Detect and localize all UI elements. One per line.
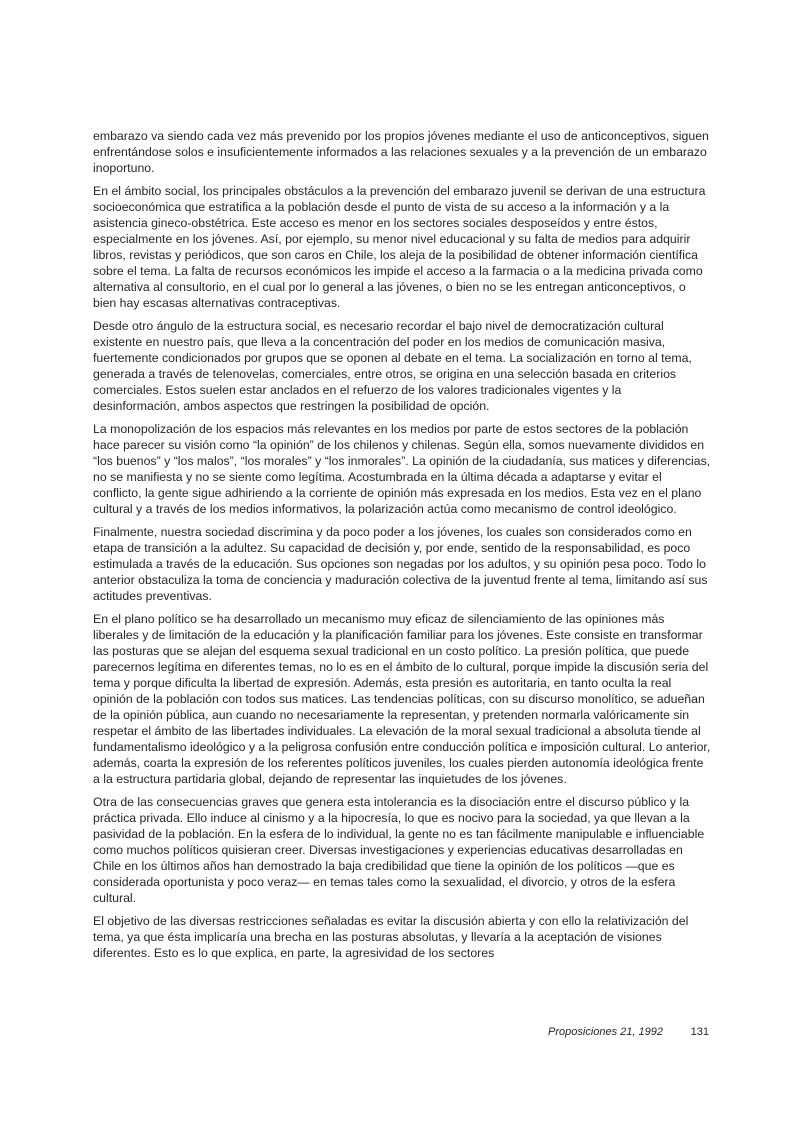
paragraph-2: En el ámbito social, los principales obstáculos a la prevención del embarazo juvenil se derivan de una estructura socioeconómica que estratifica a la población desde el punto de vista de su acceso a la información y a la asistencia gineco-obstétrica. Este acceso es menor en los sectores sociales desposeídos y entre éstos, especialmente en los jóvenes. Así, por ejemplo, su menor nivel educacional y su falta de medios para adquirir libros, revistas y periódicos, que son caros en Chile, los aleja de la posibilidad de obtener información científica sobre el tema. La falta de recursos económicos les impide el acceso a la farmacia o a la medicina privada como alternativa al consultorio, en el cual por lo general a las jóvenes, o bien no se les entregan anticonceptivos, o bien hay escasas alternativas contraceptivas. xyxy=(93,184,706,310)
page-number: 131 xyxy=(690,1026,709,1038)
paragraph-5: Finalmente, nuestra sociedad discrimina y da poco poder a los jóvenes, los cuales son considerados como en etapa de transición a la adultez. Su capacidad de decisión y, por ende, sentido de la responsabilidad, es poco estimulada a través de la educación. Sus opciones son negadas por los adultos, y su opinión pesa poco. Todo lo anterior obstaculiza la toma de conciencia y maduración colectiva de la juventud frente al tema, limitando así sus actitudes preventivas. xyxy=(93,525,708,603)
paragraph-7: Otra de las consecuencias graves que genera esta intolerancia es la disociación entre el discurso público y la práctica privada. Ello induce al cinismo y a la hipocresía, lo que es nocivo para la sociedad, ya que llevan a la pasividad de la población. En la esfera de lo individual, la gente no es tan fácilmente manipulable e influenciable como muchos políticos quisieran creer. Diversas investigaciones y experiencias educativas desarrolladas en Chile en los últimos años han demostrado la baja credibilidad que tiene la opinión de los políticos —que es considerada oportunista y poco veraz— en temas tales como la sexualidad, el divorcio, y otros de la esfera cultural. xyxy=(93,795,705,905)
paragraph-4: La monopolización de los espacios más relevantes en los medios por parte de estos sectores de la población hace parecer su visión como “la opinión” de los chilenos y chilenas. Según ella, somos nuevamente divididos en “los buenos” y “los malos”, “los morales” y “los inmorales”. La opinión de la ciudadanía, sus matices y diferencias, no se manifiesta y no se siente como legítima. Acostumbrada en la última década a adaptarse y evitar el conflicto, la gente sigue adhiriendo a la corriente de opinión más expresada en los medios. Esta vez en el plano cultural y a través de los medios informativos, la polarización actúa como mecanismo de control ideológico. xyxy=(93,422,711,516)
body-text xyxy=(93,128,711,968)
paragraph-6: En el plano político se ha desarrollado un mecanismo muy eficaz de silenciamiento de las opiniones más liberales y de limitación de la educación y la planificación familiar para los jóvenes. Este consiste en transformar las posturas que se alejan del esquema sexual tradicional en un costo político. La presión política, que puede parecernos legítima en diferentes temas, no lo es en el ámbito de lo cultural, porque impide la discusión seria del tema y porque dificulta la libertad de expresión. Además, esta presión es autoritaria, en tanto oculta la real opinión de la población con todos sus matices. Las tendencias políticas, con su discurso monolítico, se adueñan de la opinión pública, aun cuando no necesariamente la representan, y pretenden normarla valóricamente sin respetar el ámbito de las libertades individuales. La elevación de la moral sexual tradicional a absoluta tiende al fundamentalismo ideológico y a la peligrosa confusión entre conducción política e imposición cultural. Lo anterior, además, coarta la expresión de los referentes políticos juveniles, los cuales pierden autonomía ideológica frente a la estructura partidaria global, dejando de representar las inquietudes de los jóvenes. xyxy=(93,612,711,786)
paragraph-8: El objetivo de las diversas restricciones señaladas es evitar la discusión abierta y con ello la relativización del tema, ya que ésta implicaría una brecha en las posturas absolutas, y llevaría a la aceptación de visiones diferentes. Esto es lo que explica, en parte, la agresividad de los sectores xyxy=(93,914,689,960)
paragraph-1: embarazo va siendo cada vez más prevenido por los propios jóvenes mediante el uso de anticonceptivos, siguen enfrentándose solos e insuficientemente informados a las relaciones sexuales y a la prevención de un embarazo inoportuno. xyxy=(93,129,709,175)
paragraph-3: Desde otro ángulo de la estructura social, es necesario recordar el bajo nivel de democratización cultural existente en nuestro país, que lleva a la concentración del poder en los medios de comunicación masiva, fuertemente condicionados por grupos que se oponen al debate en el tema. La socialización en torno al tema, generada a través de telenovelas, comerciales, entre otros, se origina en una selección basada en criterios comerciales. Estos suelen estar anclados en el refuerzo de los valores tradicionales vigentes y la desinformación, ambos aspectos que restringen la posibilidad de opción. xyxy=(93,319,692,413)
journal-citation: Proposiciones 21, 1992 xyxy=(548,1026,663,1038)
